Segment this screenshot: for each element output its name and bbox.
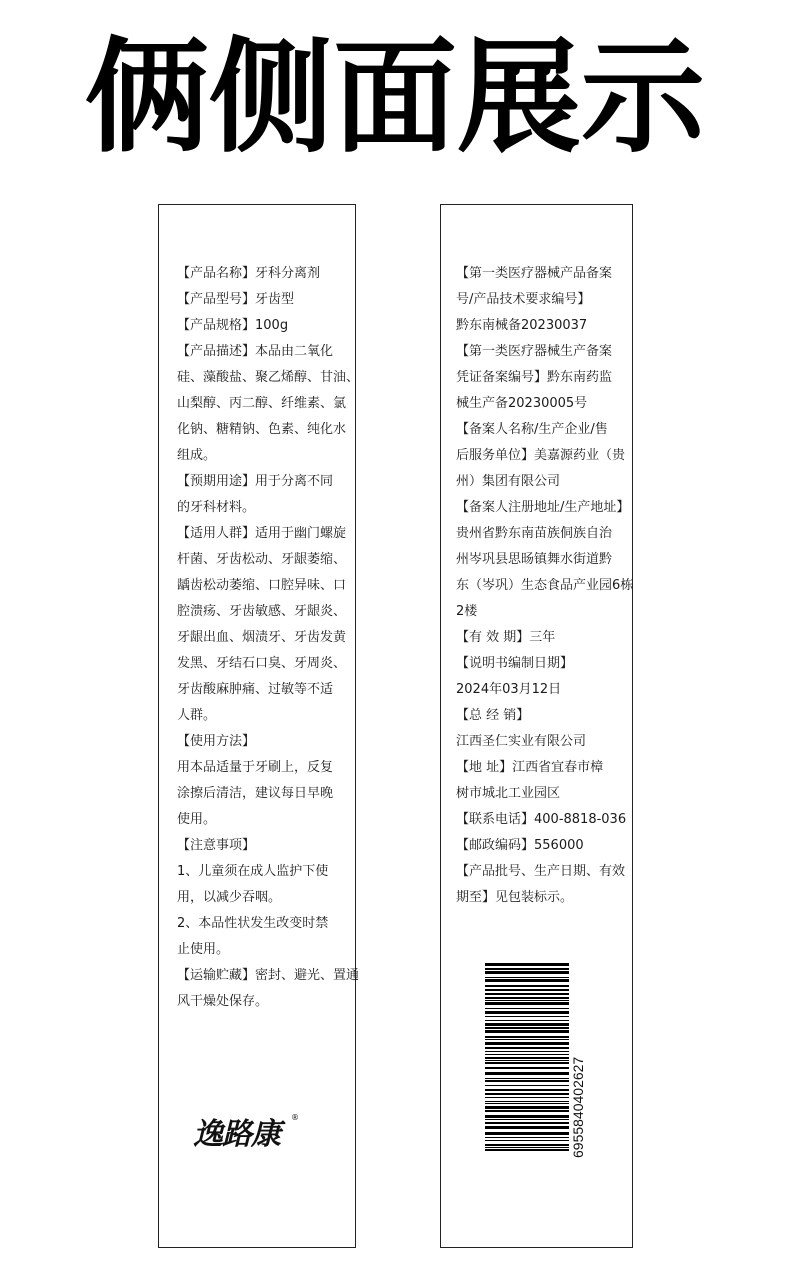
left-panel-line: 牙齿酸麻肿痛、过敏等不适 <box>177 682 334 697</box>
left-panel-line: 用本品适量于牙刷上，反复 <box>177 760 334 775</box>
barcode-bar <box>485 1101 569 1102</box>
barcode-bar <box>485 1110 569 1112</box>
barcode-bar <box>485 1126 569 1129</box>
left-panel-line: 人群。 <box>177 708 217 723</box>
left-panel-line: 硅、藻酸盐、聚乙烯醇、甘油、 <box>177 370 360 385</box>
barcode-bar <box>485 968 569 970</box>
barcode-bar <box>485 1072 569 1075</box>
barcode-bar <box>485 1008 569 1009</box>
barcode-bar <box>485 993 569 995</box>
left-side-panel <box>158 204 360 1248</box>
right-panel-line: 【第一类医疗器械产品备案 <box>456 266 613 281</box>
barcode-bar <box>485 989 569 991</box>
barcode-bar <box>485 1122 569 1124</box>
barcode-bar <box>485 1023 569 1026</box>
barcode-bar <box>485 1039 569 1040</box>
right-panel-line: 贵州省黔东南苗族侗族自治 <box>456 526 613 541</box>
left-panel-line: 【适用人群】适用于幽门螺旋 <box>177 526 347 541</box>
barcode-bar <box>485 1000 569 1001</box>
left-panel-line: 山梨醇、丙二醇、纤维素、氯 <box>177 396 347 411</box>
left-panel-line: 【产品描述】本品由二氧化 <box>177 344 334 359</box>
barcode-bar <box>485 977 569 978</box>
left-panel-line: 牙龈出血、烟渍牙、牙齿发黄 <box>177 630 347 645</box>
barcode-number: 6955840402627 <box>570 1056 586 1158</box>
barcode-bar <box>485 1078 569 1079</box>
left-panel-line: 龋齿松动萎缩、口腔异味、口 <box>177 578 347 593</box>
left-panel-line: 【产品型号】牙齿型 <box>177 292 295 307</box>
barcode-bar <box>485 1051 569 1052</box>
barcode-bar <box>485 979 569 982</box>
right-panel-line: 【第一类医疗器械生产备案 <box>456 344 613 359</box>
barcode-bar <box>485 1002 569 1005</box>
barcode-bar <box>485 1119 569 1120</box>
left-panel-line: 腔溃疡、牙齿敏感、牙龈炎、 <box>177 604 347 619</box>
right-panel-line: 械生产备20230005号 <box>456 396 588 411</box>
left-panel-line: 使用。 <box>177 812 217 827</box>
right-panel-line: 东（岑巩）生态食品产业园6栋 <box>456 578 634 593</box>
left-panel-line: 【使用方法】 <box>177 734 256 749</box>
right-panel-line: 树市城北工业园区 <box>456 786 561 801</box>
right-panel-line: 【产品批号、生产日期、有效 <box>456 864 626 879</box>
barcode-bar <box>485 1147 569 1148</box>
left-panel-line: 杆菌、牙齿松动、牙龈萎缩、 <box>177 552 347 567</box>
barcode-bar <box>485 963 569 966</box>
brand-logo <box>193 1109 303 1155</box>
right-panel-line: 后服务单位】美嘉源药业（贵 <box>456 448 626 463</box>
left-panel-line: 【注意事项】 <box>177 838 256 853</box>
left-panel-text <box>177 261 360 1015</box>
left-panel-line: 2、本品性状发生改变时禁 <box>177 916 329 931</box>
left-panel-line: 【产品规格】100g <box>177 318 289 333</box>
barcode-bar <box>485 1067 569 1069</box>
registered-mark: ® <box>291 1113 299 1122</box>
left-panel-line: 1、儿童须在成人监护下使 <box>177 864 329 879</box>
barcode-bar <box>485 1089 569 1091</box>
left-panel-line: 【运输贮藏】密封、避光、置通 <box>177 968 360 983</box>
left-panel-line: 【产品名称】牙科分离剂 <box>177 266 321 281</box>
barcode-bar <box>485 1011 569 1014</box>
right-panel-line: 期至】见包装标示。 <box>456 890 574 905</box>
right-panel-line: 【总 经 销】 <box>456 708 530 723</box>
right-panel-line: 【邮政编码】556000 <box>456 838 584 853</box>
barcode-bar <box>485 971 569 974</box>
barcode-bar <box>485 985 569 987</box>
barcode-bar <box>485 1103 569 1104</box>
barcode-bar <box>485 1132 569 1135</box>
left-panel-line: 用，以减少吞咽。 <box>177 890 282 905</box>
right-panel-text <box>456 261 634 911</box>
right-panel-line: 州岑巩县思旸镇舞水街道黔 <box>456 552 613 567</box>
left-panel-line: 组成。 <box>177 448 217 463</box>
left-panel-line: 止使用。 <box>177 942 230 957</box>
right-side-panel <box>440 204 633 1248</box>
barcode-bar <box>485 1140 569 1141</box>
barcode-bar <box>485 1054 569 1055</box>
right-panel-line: 州）集团有限公司 <box>456 474 561 489</box>
barcode-bar <box>485 1093 569 1095</box>
barcode-bar <box>485 1036 569 1038</box>
barcode-bar <box>485 1085 569 1086</box>
right-panel-line: 2024年03月12日 <box>456 682 562 697</box>
left-panel-line: 风干燥处保存。 <box>177 994 269 1009</box>
right-panel-line: 【有 效 期】三年 <box>456 630 556 645</box>
barcode-bar <box>485 1080 569 1082</box>
right-panel-line: 【地 址】江西省宜春市樟 <box>456 760 604 775</box>
barcode-graphic <box>485 959 591 1159</box>
barcode-bar <box>485 1106 569 1109</box>
barcode-bar <box>485 1137 569 1138</box>
barcode-bar <box>485 1060 569 1061</box>
barcode <box>485 959 591 1159</box>
right-panel-line: 凭证备案编号】黔东南药监 <box>456 370 613 385</box>
page-headline: 俩侧面展示 <box>84 26 705 170</box>
left-panel-line: 涂擦后清洁，建议每日早晚 <box>177 786 334 801</box>
barcode-bar <box>485 1042 569 1045</box>
right-panel-line: 【备案人名称/生产企业/售 <box>456 422 608 437</box>
barcode-bar <box>485 1144 569 1146</box>
left-panel-line: 化钠、糖精钠、色素、纯化水 <box>177 422 347 437</box>
barcode-bar <box>485 1149 569 1151</box>
barcode-bar <box>485 1016 569 1017</box>
right-panel-line: 【说明书编制日期】 <box>456 656 574 671</box>
barcode-bar <box>485 1115 569 1118</box>
right-panel-line: 2楼 <box>456 604 478 619</box>
barcode-bar <box>485 997 569 999</box>
right-panel-line: 江西圣仁实业有限公司 <box>456 734 587 749</box>
barcode-bar <box>485 1027 569 1029</box>
barcode-bar <box>485 1020 569 1021</box>
left-panel-line: 发黑、牙结石口臭、牙周炎、 <box>177 656 347 671</box>
barcode-bar <box>485 1062 569 1064</box>
right-panel-line: 号/产品技术要求编号】 <box>456 292 591 307</box>
left-panel-line: 的牙科材料。 <box>177 500 256 515</box>
right-panel-line: 【备案人注册地址/生产地址】 <box>456 500 630 515</box>
barcode-bar <box>485 1030 569 1033</box>
barcode-bar <box>485 1047 569 1049</box>
brand-logo-text: 逸路康 <box>193 1117 280 1152</box>
right-panel-line: 【联系电话】400-8818-036 <box>456 812 627 827</box>
barcode-bar <box>485 1097 569 1098</box>
left-panel-line: 【预期用途】用于分离不同 <box>177 474 334 489</box>
right-panel-line: 黔东南械备20230037 <box>456 318 588 333</box>
barcode-bar <box>485 1057 569 1059</box>
